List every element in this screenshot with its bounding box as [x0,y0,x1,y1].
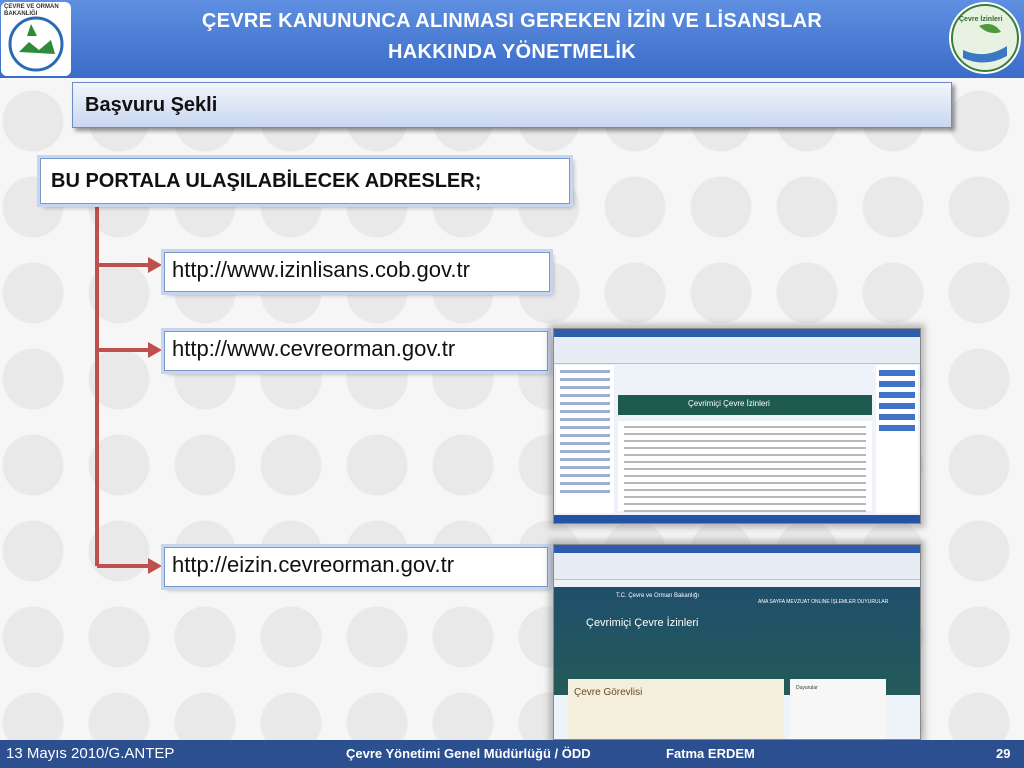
browser-screenshot-1 [553,328,921,524]
cevre-izinleri-logo-text: Çevre İzinleri [959,16,1003,23]
browser-right-menu [876,365,918,513]
arrow-icon [148,558,162,574]
url-box-2 [164,331,548,371]
addresses-heading-box [40,158,570,204]
eizin-hero-subtitle: T.C. Çevre ve Orman Bakanlığı [616,593,700,599]
footer-department: Çevre Yönetimi Genel Müdürlüğü / ÖDD [346,746,591,761]
eizin-lower-title: Çevre Görevlisi [574,687,643,698]
slide-footer [0,740,1024,768]
page-number: 29 [996,746,1011,761]
url-link-1[interactable]: http://www.izinlisans.cob.gov.tr [172,257,470,282]
eizin-right-title: Duyurular [796,685,818,691]
url-box-1 [164,252,550,292]
arrow-icon [148,257,162,273]
browser-toolbar [554,553,920,580]
footer-date: 13 Mayıs 2010/G.ANTEP [6,745,175,762]
windows-taskbar [554,515,920,523]
browser-banner-text: Çevrimiçi Çevre İzinleri [688,399,770,408]
arrow-icon [148,342,162,358]
eizin-nav: ANA SAYFA MEVZUAT ONLINE İŞLEMLER DUYURULAR [758,599,889,605]
browser-content [618,421,872,511]
slide-title-line2: HAKKINDA YÖNETMELİK [388,41,636,63]
section-title: Başvuru Şekli [85,94,218,116]
browser-titlebar [554,545,920,553]
browser-screenshot-2 [553,544,921,740]
browser-titlebar [554,329,920,337]
browser-banner [618,395,872,415]
browser-sidebar [556,365,614,513]
url-link-3[interactable]: http://eizin.cevreorman.gov.tr [172,552,455,577]
url-link-2[interactable]: http://www.cevreorman.gov.tr [172,336,456,361]
slide-title-line1: ÇEVRE KANUNUNCA ALINMASI GEREKEN İZİN VE LİSANSLAR [201,10,823,32]
browser-toolbar [554,337,920,364]
footer-author: Fatma ERDEM [666,746,755,761]
url-box-3 [164,547,548,587]
ministry-logo-text: ÇEVRE VE ORMAN BAKANLIĞI [4,4,59,17]
addresses-title: BU PORTALA ULAŞILABİLECEK ADRESLER; [51,170,482,192]
eizin-hero-title: Çevrimiçi Çevre İzinleri [586,617,699,629]
